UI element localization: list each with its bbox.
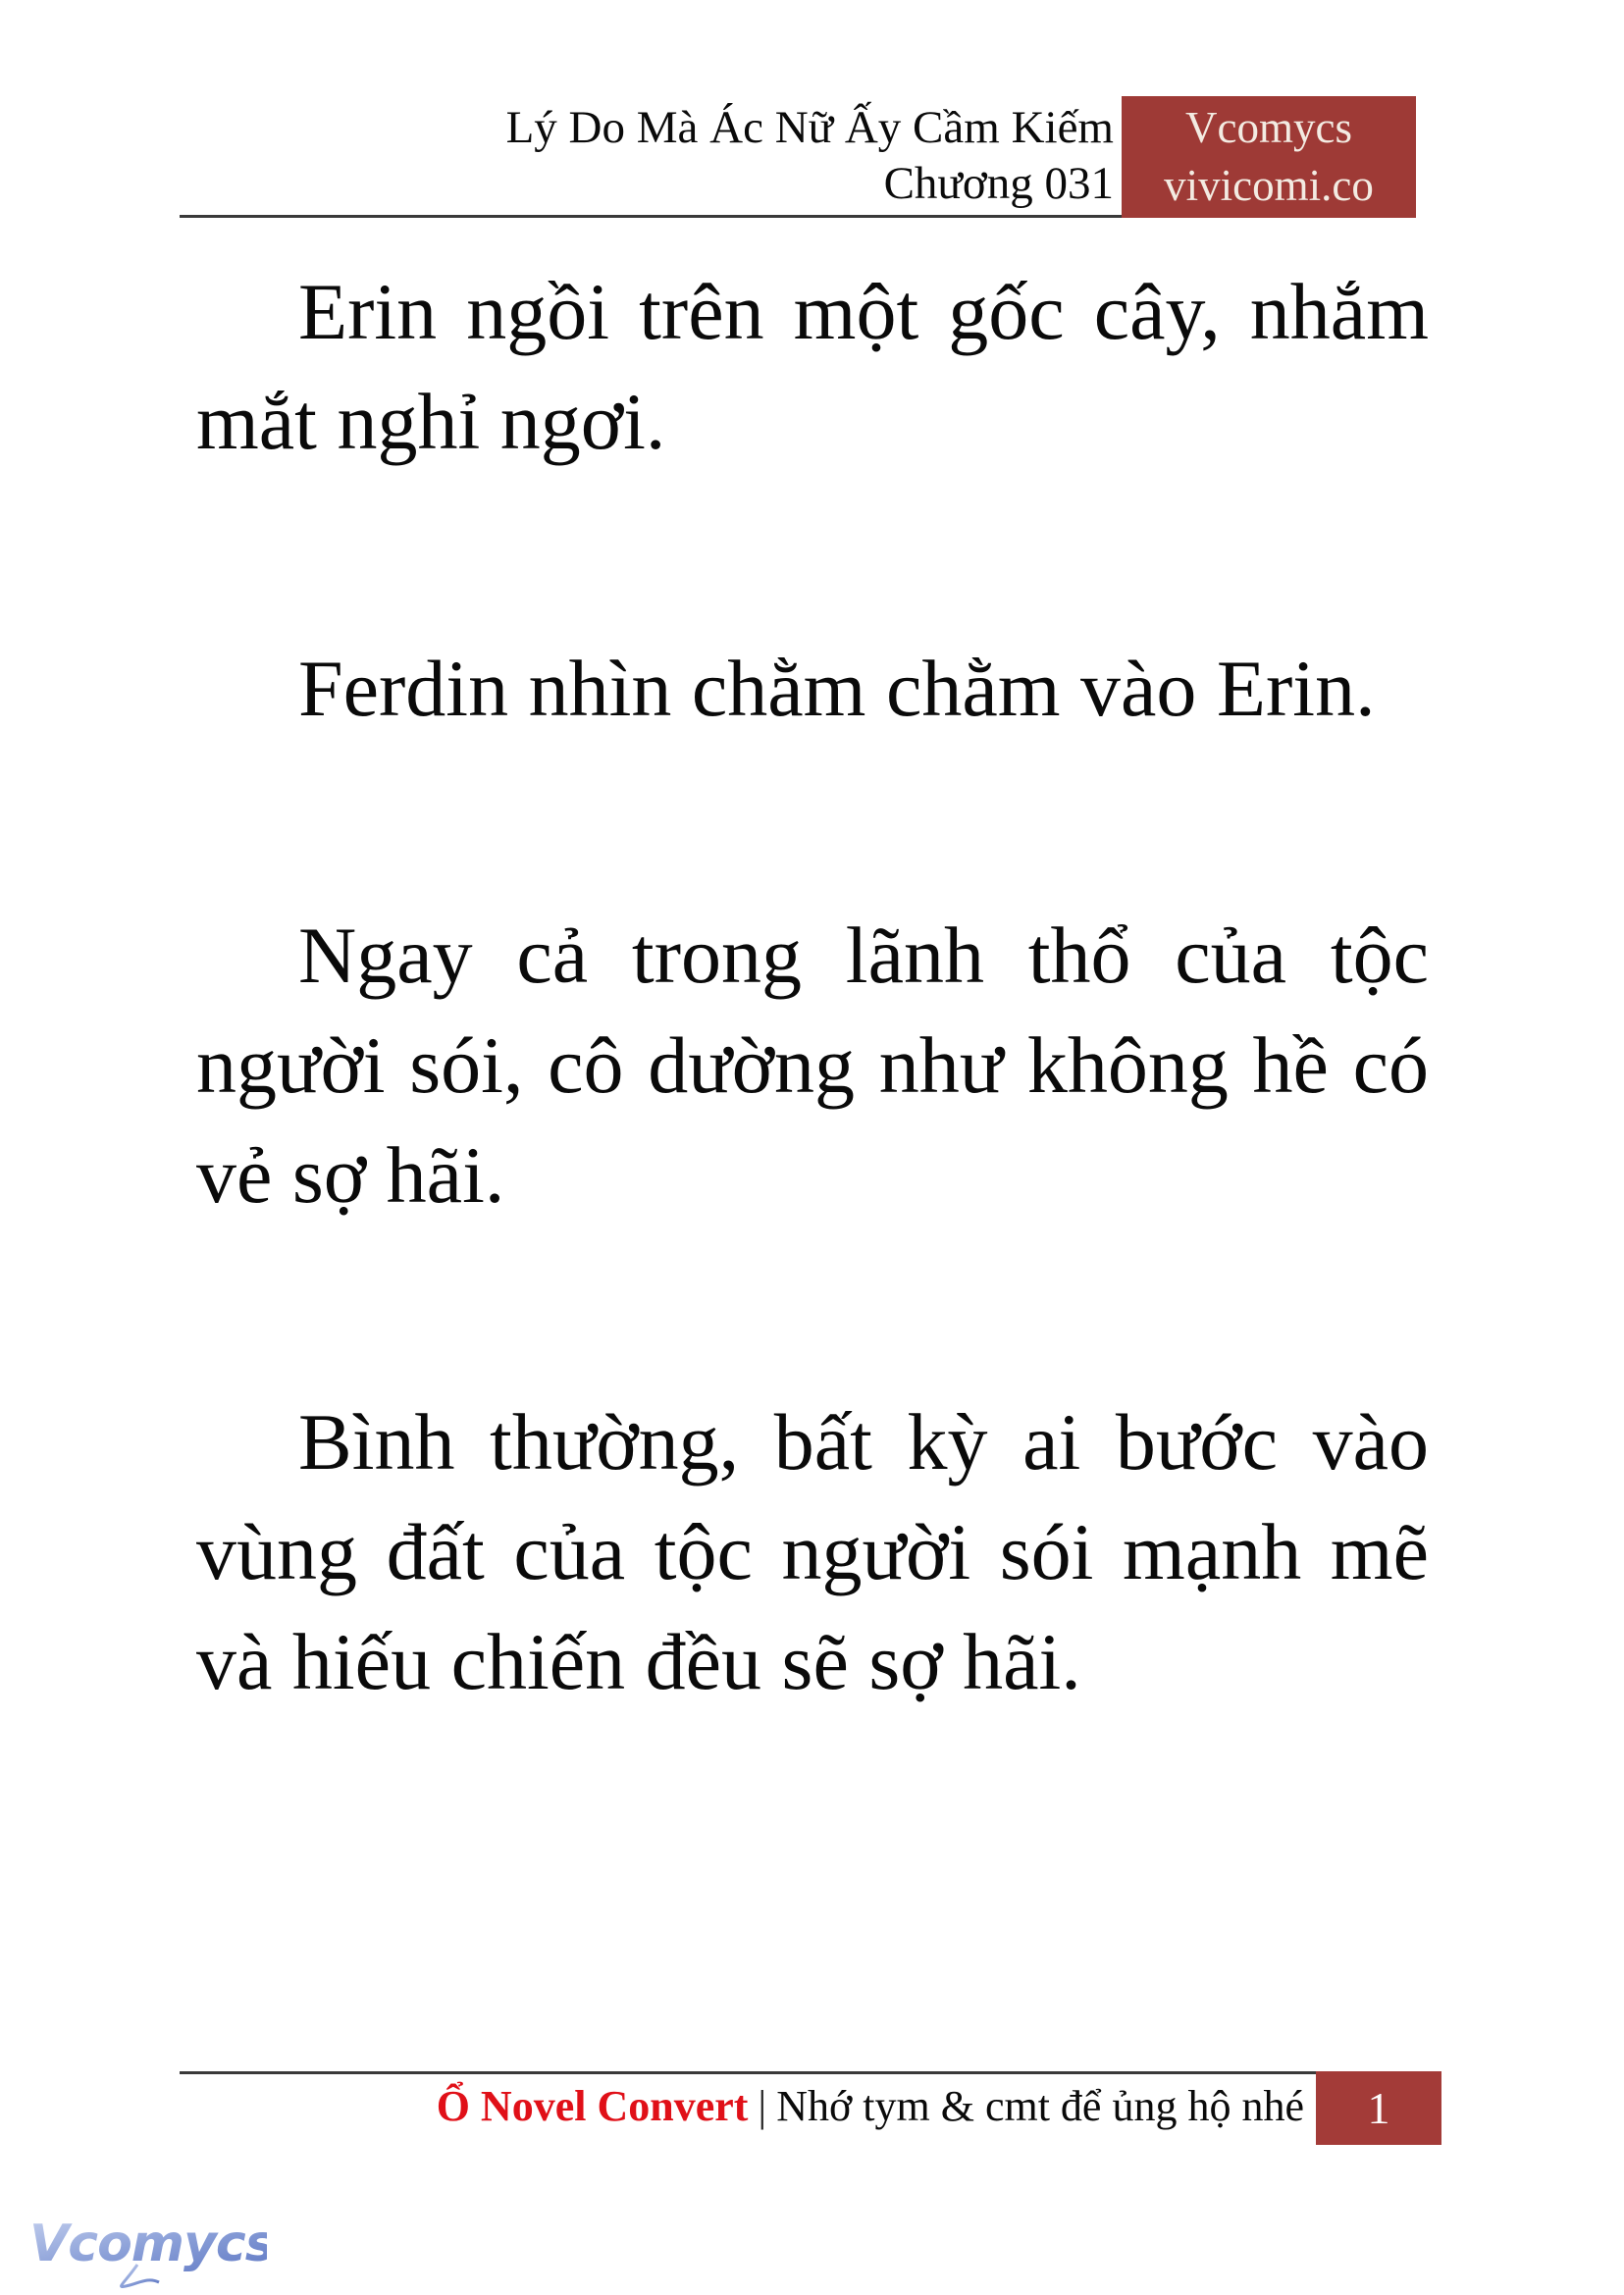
brand-name: Vcomycs xyxy=(1185,103,1352,152)
page-number-box xyxy=(1316,2071,1441,2145)
document-title: Lý Do Mà Ác Nữ Ấy Cầm Kiếm xyxy=(505,102,1114,153)
footer-separator: | xyxy=(758,2082,767,2130)
paragraph: Bình thường, bất kỳ ai bước vào vùng đất của tộc người sói mạnh mẽ và hiếu chiến đều sẽ sợ hãi. xyxy=(196,1397,1429,1706)
footer-text xyxy=(180,2074,1304,2139)
brand-site: vivicomi.co xyxy=(1164,161,1374,210)
logo-text: Vcomycs xyxy=(29,2215,267,2273)
body-text xyxy=(196,257,1429,1874)
vcomycs-logo xyxy=(22,2202,267,2295)
brand-box xyxy=(1122,96,1416,218)
chapter-label: Chương 031 xyxy=(883,158,1114,209)
paragraph: Ferdin nhìn chằm chằm vào Erin. xyxy=(298,644,1376,733)
paragraph: Ngay cả trong lãnh thổ của tộc người sói, cô dường như không hề có vẻ sợ hãi. xyxy=(196,911,1429,1220)
footer-brand: Ổ Novel Convert xyxy=(436,2082,749,2130)
header-title-block xyxy=(180,100,1114,212)
header-rule xyxy=(180,215,1122,218)
page-number: 1 xyxy=(1367,2083,1390,2133)
paragraph: Erin ngồi trên một gốc cây, nhắm mắt nghỉ ngơi. xyxy=(196,267,1429,466)
footer-note: Nhớ tym & cmt để ủng hộ nhé xyxy=(776,2082,1304,2130)
